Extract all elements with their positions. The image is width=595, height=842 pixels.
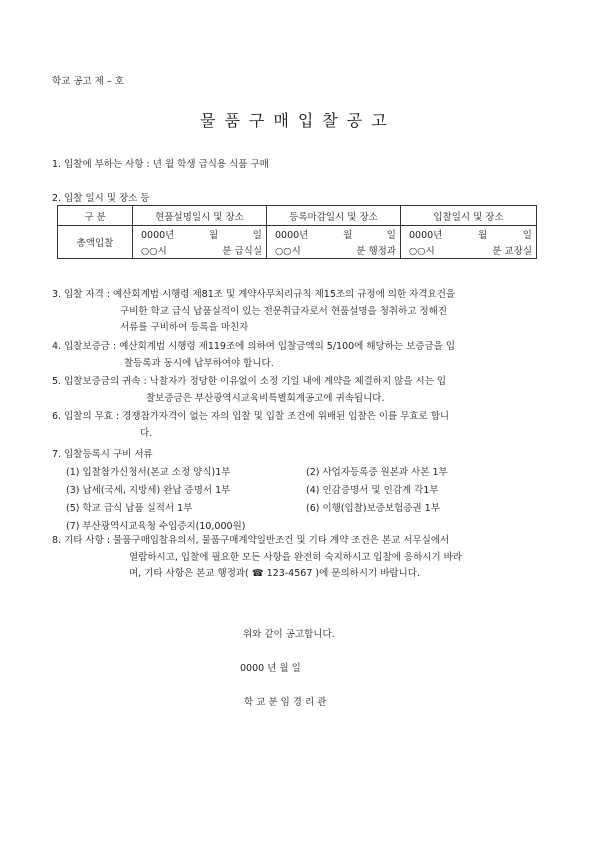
section-2-heading: 2. 입찰 일시 및 장소 등 bbox=[52, 193, 150, 204]
table-header-registration: 등록마감일시 및 장소 bbox=[267, 206, 401, 226]
closing-text: 위와 같이 공고합니다. bbox=[243, 629, 335, 640]
section-4: 4. 입찰보증금 : 예산회계법 시행령 제119조에 의하여 입찰금액의 5/100에 해당하는 보증금을 입 찰등록과 동시에 납부하여야 합니다. bbox=[52, 341, 456, 369]
briefing-place: ○○시 분 급식실 bbox=[133, 242, 267, 259]
section-5: 5. 입찰보증금의 귀속 : 낙찰자가 정당한 이유없이 소정 기일 내에 계약을 체결하지 않을 시는 입 찰보증금은 부산광역시교육비특별회계공고에 귀속됩니다. bbox=[52, 376, 447, 404]
doc-item-7: (7) 부산광역시교육청 수입증지(10,000원) bbox=[66, 521, 246, 532]
table-header-briefing: 현품설명일시 및 장소 bbox=[133, 206, 267, 226]
table-header-category: 구 분 bbox=[58, 206, 133, 226]
doc-item-2: (2) 사업자등록증 원본과 사본 1부 bbox=[306, 467, 448, 478]
page-title: 물품구매입찰공고 bbox=[200, 111, 396, 130]
doc-item-5: (5) 학교 급식 납품 실적서 1부 bbox=[66, 503, 193, 514]
doc-item-6: (6) 이행(입찰)보증보험증권 1부 bbox=[306, 503, 440, 514]
section-7-heading: 7. 입찰등록시 구비 서류 bbox=[52, 449, 153, 460]
table-header-bidding: 입찰일시 및 장소 bbox=[401, 206, 537, 226]
doc-item-4: (4) 인감증명서 및 인감계 각1부 bbox=[306, 485, 439, 496]
registration-date: 0000년 월 일 bbox=[267, 226, 401, 243]
notice-date: 0000 년 월 일 bbox=[240, 663, 301, 674]
section-8: 8. 기타 사항 : 물품구매입찰유의서, 물품구매계약일반조건 및 기타 계약 조건은 본교 서무실에서 열람하시고, 입찰에 필요한 모든 사항을 완전히 숙지하시고 입찰에 응하시기 바라 며, 기타 사항은 본교 행정과( ☎ 123-4567 )에 문의하시기 바랍니다. bbox=[52, 535, 463, 579]
section-3: 3. 입찰 자격 : 예산회계법 시행령 제81조 및 계약사무처리규칙 제15조의 규정에 의한 자격요건을 구비한 학교 급식 납품실적이 있는 전문취급자로서 현품설명을 청취하고 정해진 서류를 구비하여 등록을 마친자 bbox=[52, 289, 456, 333]
section-1: 1. 입찰에 부하는 사항 : 년 월 학생 급식용 식품 구매 bbox=[52, 159, 269, 170]
schedule-table bbox=[57, 205, 537, 259]
notice-number: 학교 공고 제 – 호 bbox=[52, 76, 124, 87]
registration-place: ○○시 분 행정과 bbox=[267, 242, 401, 259]
section-6: 6. 입찰의 무효 : 경쟁참가자격이 없는 자의 입찰 및 입찰 조건에 위배된 입찰은 이를 무효로 합니 다. bbox=[52, 411, 450, 439]
bidding-date: 0000년 월 일 bbox=[401, 226, 537, 243]
signature: 학 교 분 임 경 리 관 bbox=[244, 697, 327, 708]
bidding-place: ○○시 분 교장실 bbox=[401, 242, 537, 259]
doc-item-1: (1) 입찰참가신청서(본교 소정 양식)1부 bbox=[66, 467, 231, 478]
briefing-date: 0000년 월 일 bbox=[133, 226, 267, 243]
doc-item-3: (3) 납세(국세, 지방세) 완납 증명서 1부 bbox=[66, 485, 231, 496]
table-row-label: 총액입찰 bbox=[58, 226, 133, 259]
